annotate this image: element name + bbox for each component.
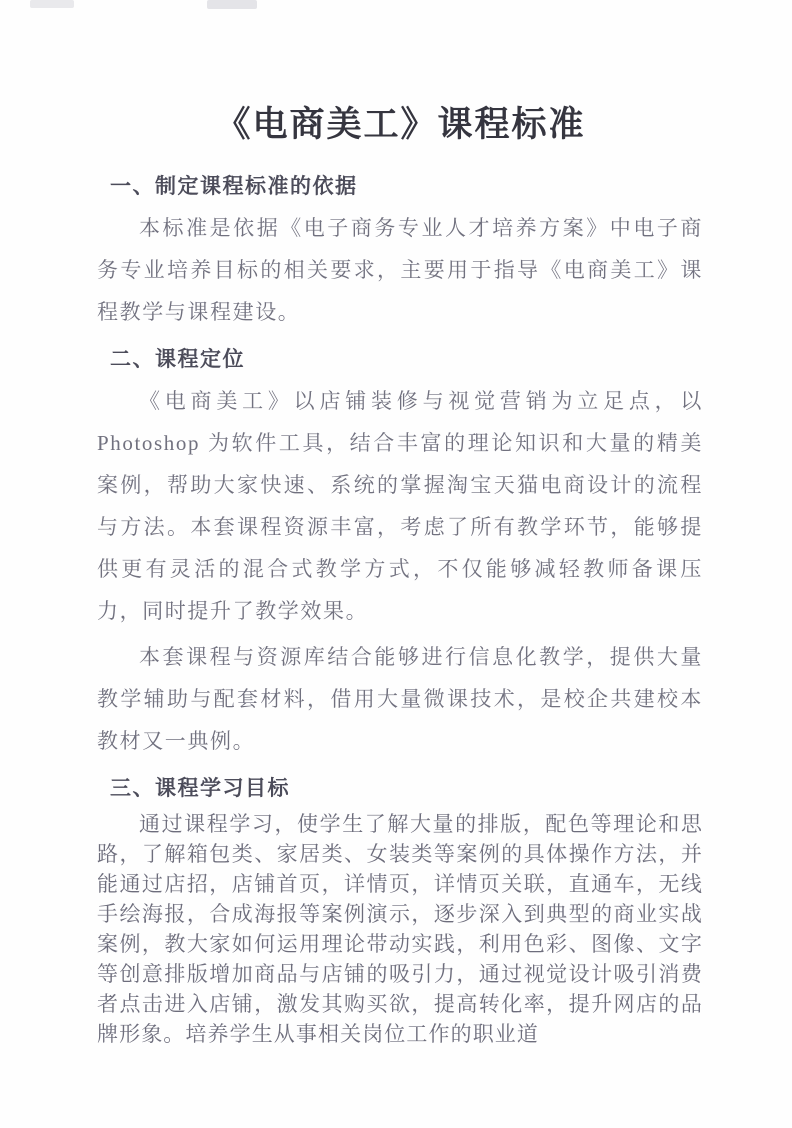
paragraph: 本标准是依据《电子商务专业人才培养方案》中电子商务专业培养目标的相关要求，主要用于指导《电商美工》课程教学与课程建设。 bbox=[97, 216, 703, 324]
section-learning-goals bbox=[97, 774, 704, 1049]
scan-artifact bbox=[30, 0, 74, 8]
section-heading-learning-goals: 三、课程学习目标 bbox=[110, 777, 290, 800]
document-title: 《电商美工》课程标准 bbox=[215, 105, 586, 144]
section-heading-positioning: 二、课程定位 bbox=[110, 348, 245, 371]
section-heading-basis: 一、制定课程标准的依据 bbox=[110, 175, 358, 198]
scan-artifact bbox=[207, 0, 257, 9]
paragraph: 本套课程与资源库结合能够进行信息化教学，提供大量教学辅助与配套材料，借用大量微课技术，是校企共建校本教材又一典例。 bbox=[97, 645, 703, 753]
section-basis bbox=[97, 172, 704, 333]
paragraph: 《电商美工》以店铺装修与视觉营销为立足点，以 Photoshop 为软件工具，结合丰富的理论知识和大量的精美案例，帮助大家快速、系统的掌握淘宝天猫电商设计的流程与方法。本套课程资源丰富，考虑了所有教学环节，能够提供更有灵活的混合式教学方式，不仅能够减轻教师备课压力，同时提升了教学效果。 bbox=[97, 389, 703, 623]
paragraph: 通过课程学习，使学生了解大量的排版，配色等理论和思路，了解箱包类、家居类、女装类等案例的具体操作方法，并能通过店招，店铺首页，详情页，详情页关联，直通车，无线手绘海报，合成海报等案例演示，逐步深入到典型的商业实战案例，教大家如何运用理论带动实践，利用色彩、图像、文字等创意排版增加商品与店铺的吸引力，通过视觉设计吸引消费者点击进入店铺，激发其购买欲，提高转化率，提升网店的品牌形象。培养学生从事相关岗位工作的职业道 bbox=[97, 812, 703, 1046]
section-positioning bbox=[97, 345, 704, 762]
